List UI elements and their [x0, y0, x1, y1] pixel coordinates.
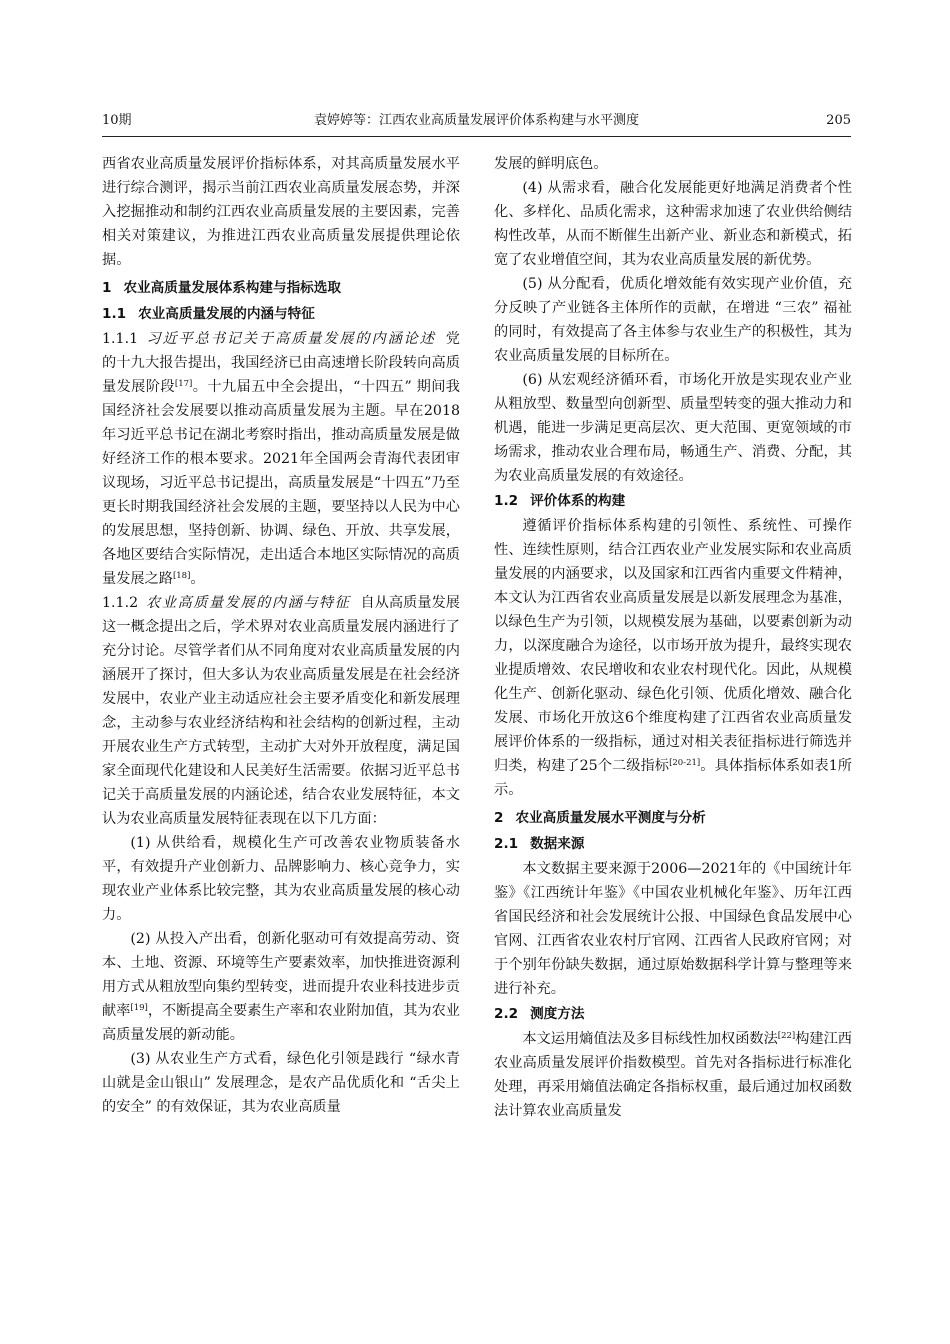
feature-item-1: (1) 从供给看，规模化生产可改善农业物质装备水平，有效提升产业创新力、品牌影响力、核心竞争力，实现农业产业体系比较完整，其为农业高质量发展的核心动力。 [102, 835, 460, 923]
paragraph-1-2 [494, 514, 852, 802]
paragraph-1-1-1 [102, 327, 460, 591]
citation-20-21[interactable]: [20-21] [669, 758, 701, 768]
section-2-title: 农业高质量发展水平测度与分析 [515, 810, 706, 826]
subsection-1-1-1-number: 1.1.1 [102, 331, 139, 347]
feature-item-4: (4) 从需求看，融合化发展能更好地满足消费者个性化、多样化、品质化需求，这种需求加速了农业供给侧结构性改革，从而不断催生出新产业、新业态和新模式，拓宽了农业增值空间，其为农业高质量发展的新优势。 [494, 180, 852, 268]
citation-18[interactable]: [18] [172, 571, 191, 581]
section-1-2-number: 1.2 [494, 493, 519, 509]
feature-item-2-text-b: ，不断提高全要素生产率和农业附加值，其为农业高质量发展的新动能。 [102, 1003, 460, 1043]
citation-19[interactable]: [19] [130, 1003, 148, 1013]
paragraph-1-2-text-b: 。具体指标体系如表1所示。 [494, 758, 852, 798]
subsection-1-1-1-title: 习近平总书记关于高质量发展的内涵论述 [146, 331, 436, 347]
feature-item-3: (3) 从农业生产方式看，绿色化引领是践行 “绿水青山就是金山银山” 发展理念，是农产品优质化和 “舌尖上的安全” 的有效保证，其为农业高质量 [102, 1051, 460, 1115]
feature-item-2 [102, 927, 460, 1047]
section-2-1-title: 数据来源 [530, 836, 585, 852]
paragraph-1-1-2-text: 自从高质量发展这一概念提出之后，学术界对农业高质量发展内涵进行了充分讨论。尽管学者们从不同角度对农业高质量发展的内涵展开了探讨，但大多认为农业高质量发展是在社会经济发展中，农业产业主动适应社会主要矛盾变化和新发展理念，主动参与农业经济结构和社会结构的创新过程，主动开展农业生产方式转型，主动扩大对外开放程度，满足国家全面现代化建设和人民美好生活需要。依据习近平总书记关于高质量发展的内涵论述，结合农业发展特征，本文认为农业高质量发展特征表现在以下几方面： [102, 595, 460, 827]
subsection-1-1-2-number: 1.1.2 [102, 595, 139, 611]
section-2-2-heading [494, 1002, 852, 1026]
section-2-heading [494, 806, 852, 830]
paragraph-2-2-text-a: 本文运用熵值法及多目标线性加权函数法 [522, 1031, 778, 1047]
section-2-number: 2 [494, 810, 504, 826]
paragraph-1-2-text-a: 遵循评价指标体系构建的引领性、系统性、可操作性、连续性原则，结合江西农业产业发展实际和农业高质量发展的内涵要求，以及国家和江西省内重要文件精神，本文认为江西省农业高质量发展是以新发展理念为基准，以绿色生产为引领，以规模发展为基础，以要素创新为动力，以深度融合为途径，以市场开放为提升，最终实现农业提质增效、农民增收和农业农村现代化。因此，从规模化生产、创新化驱动、绿色化引领、优质化增效、融合化发展、市场化开放这6个维度构建了江西省农业高质量发展评价体系的一级指标，通过对相关表征指标进行筛选并归类，构建了25个二级指标 [494, 518, 852, 774]
left-column [102, 152, 460, 1119]
subsection-1-1-2-title: 农业高质量发展的内涵与特征 [146, 595, 351, 611]
section-1-heading [102, 276, 460, 300]
page-number: 205 [826, 113, 851, 128]
section-1-number: 1 [102, 280, 112, 296]
paragraph-2-2 [494, 1027, 852, 1123]
paragraph-2-2-text-b: 构建江西农业高质量发展评价指数模型。首先对各指标进行标准化处理，再采用熵值法确定各指标权重，最后通过加权函数法计算农业高质量发 [494, 1031, 852, 1119]
feature-item-6: (6) 从宏观经济循环看，市场化开放是实现农业产业从粗放型、数量型向创新型、质量型转变的强大推动力和机遇，能进一步满足更高层次、更大范围、更宽领域的市场需求，推动农业合理布局，畅通生产、消费、分配，其为农业高质量发展的有效途径。 [494, 372, 852, 484]
section-1-2-title: 评价体系的构建 [530, 493, 626, 509]
section-1-1-title: 农业高质量发展的内涵与特征 [138, 306, 315, 322]
section-1-title: 农业高质量发展体系构建与指标选取 [123, 280, 341, 296]
paragraph-1-1-2 [102, 591, 460, 831]
continued-paragraph: 发展的鲜明底色。 [494, 156, 608, 172]
issue-number: 10期 [102, 113, 132, 128]
section-2-2-title: 测度方法 [530, 1006, 585, 1022]
section-2-1-heading [494, 832, 852, 856]
section-1-1-heading [102, 302, 460, 326]
section-2-1-number: 2.1 [494, 836, 519, 852]
paragraph-1-1-1-text-a: 党的十九大报告提出，我国经济已由高速增长阶段转向高质量发展阶段 [102, 331, 460, 395]
running-title: 袁婷婷等：江西农业高质量发展评价体系构建与水平测度 [313, 113, 639, 128]
paragraph-1-1-1-text-c: 。 [190, 571, 205, 587]
section-1-1-number: 1.1 [102, 306, 127, 322]
feature-item-2-text-a: (2) 从投入产出看，创新化驱动可有效提高劳动、资本、土地、资源、环境等生产要素效率，加快推进资源利用方式从粗放型向集约型转变，进而提升农业科技进步贡献率 [102, 931, 460, 1019]
citation-22[interactable]: [22] [777, 1031, 796, 1041]
citation-17[interactable]: [17] [174, 379, 193, 389]
paragraph-2-1: 本文数据主要来源于2006—2021年的《中国统计年鉴》《江西统计年鉴》《中国农业机械化年鉴》、历年江西省国民经济和社会发展统计公报、中国绿色食品发展中心官网、江西省农业农村厅官网、江西省人民政府官网；对于个别年份缺失数据，通过原始数据科学计算与整理等来进行补充。 [494, 861, 852, 997]
right-column [494, 152, 852, 1123]
section-1-2-heading [494, 489, 852, 513]
intro-paragraph: 西省农业高质量发展评价指标体系，对其高质量发展水平进行综合测评，揭示当前江西农业高质量发展态势，并深入挖掘推动和制约江西农业高质量发展的主要因素，完善相关对策建议，为推进江西农业高质量发展提供理论依据。 [102, 156, 460, 268]
paragraph-1-1-1-text-b: 。十九届五中全会提出，“十四五” 期间我国经济社会发展要以推动高质量发展为主题。早在2018年习近平总书记在湖北考察时指出，推动高质量发展是做好经济工作的根本要求。2021年全国两会青海代表团审议现场，习近平总书记提出，高质量发展是“十四五”乃至更长时期我国经济社会发展的主题，要坚持以人民为中心的发展思想，坚持创新、协调、绿色、开放、共享发展，各地区要结合实际情况，走出适合本地区实际情况的高质量发展之路 [102, 379, 460, 587]
section-2-2-number: 2.2 [494, 1006, 519, 1022]
header-rule [102, 136, 851, 137]
feature-item-5: (5) 从分配看，优质化增效能有效实现产业价值，充分反映了产业链各主体所作的贡献，在增进 “三农” 福祉的同时，有效提高了各主体参与农业生产的积极性，其为农业高质量发展的目标所在。 [494, 276, 852, 364]
